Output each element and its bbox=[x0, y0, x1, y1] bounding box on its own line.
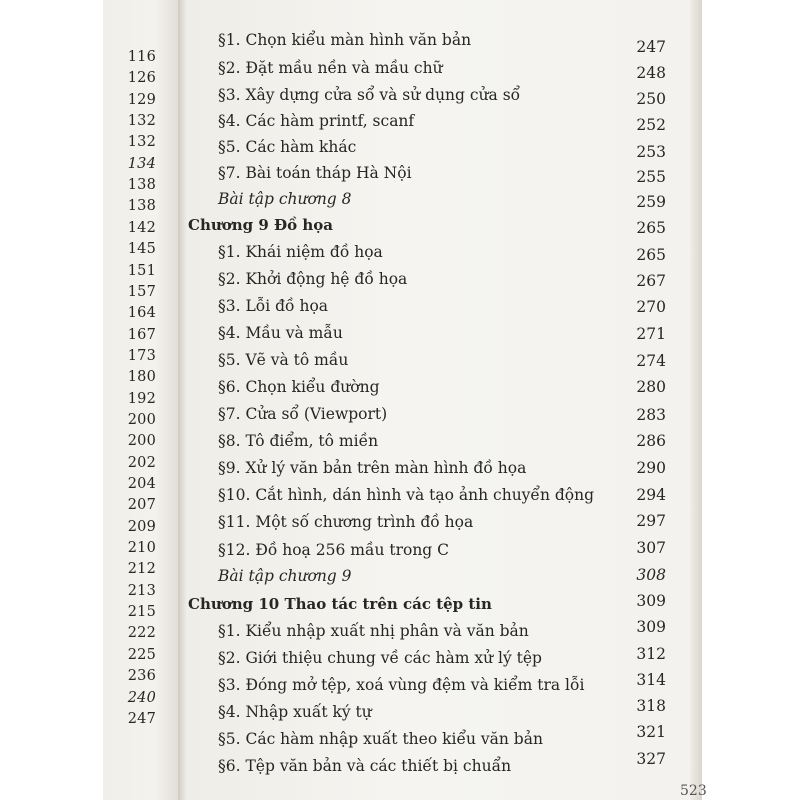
left-page-number: 225 bbox=[127, 646, 156, 663]
toc-entry-title: §11. Một số chương trình đồ họa bbox=[218, 513, 474, 531]
left-page-number: 213 bbox=[127, 582, 156, 599]
left-page-number: 126 bbox=[127, 70, 156, 87]
toc-entry-title: §1. Kiểu nhập xuất nhị phân và văn bản bbox=[218, 622, 529, 640]
left-page-number: 134 bbox=[127, 155, 156, 172]
left-page-number: 210 bbox=[127, 540, 156, 557]
toc-entry-page-number: 248 bbox=[636, 64, 666, 82]
toc-entry-page-number: 321 bbox=[636, 723, 666, 741]
toc-entry-page-number: 286 bbox=[636, 432, 666, 450]
toc-entry-page-number: 308 bbox=[636, 566, 666, 584]
toc-entry-title: Bài tập chương 9 bbox=[218, 567, 352, 585]
toc-entry-title: Bài tập chương 8 bbox=[218, 190, 352, 208]
left-page-number: 202 bbox=[127, 454, 156, 471]
left-page-number: 138 bbox=[127, 198, 156, 215]
toc-entry-page-number: 290 bbox=[636, 459, 666, 477]
left-page-number: 207 bbox=[127, 497, 156, 514]
left-page-number: 145 bbox=[127, 241, 156, 258]
left-page-number: 138 bbox=[127, 177, 156, 194]
toc-entry-title: §6. Tệp văn bản và các thiết bị chuẩn bbox=[218, 757, 512, 775]
left-page-number: 222 bbox=[127, 625, 156, 642]
toc-entry-page-number: 265 bbox=[636, 219, 666, 237]
toc-entry-page-number: 327 bbox=[636, 750, 666, 768]
left-page-number: 116 bbox=[127, 49, 156, 65]
toc-entry-page-number: 247 bbox=[636, 38, 666, 56]
toc-entry-page-number: 271 bbox=[636, 325, 666, 343]
toc-entry-title: §4. Các hàm printf, scanf bbox=[218, 112, 415, 130]
left-page-number: 204 bbox=[127, 476, 156, 492]
toc-entry-page-number: 314 bbox=[636, 671, 666, 689]
toc-entry-page-number: 312 bbox=[636, 645, 666, 663]
left-page-number: 180 bbox=[127, 369, 156, 386]
toc-entry-page-number: 267 bbox=[636, 272, 666, 290]
toc-entry-title: §12. Đồ hoạ 256 mầu trong C bbox=[218, 541, 450, 559]
toc-entry-title: §9. Xử lý văn bản trên màn hình đồ họa bbox=[218, 459, 527, 477]
left-page-number: 240 bbox=[127, 689, 156, 706]
left-page-number: 247 bbox=[127, 710, 156, 727]
toc-entry-title: §1. Khái niệm đồ họa bbox=[218, 243, 383, 261]
toc-entry-title: §10. Cắt hình, dán hình và tạo ảnh chuyển động bbox=[218, 486, 595, 504]
left-page-number: 236 bbox=[127, 668, 156, 685]
left-page-number: 132 bbox=[127, 113, 156, 130]
left-page-number: 132 bbox=[127, 134, 156, 151]
left-page-number: 151 bbox=[127, 262, 156, 279]
toc-entry-title: §5. Các hàm khác bbox=[218, 138, 357, 156]
toc-entry-title: §3. Đóng mở tệp, xoá vùng đệm và kiểm tra lỗi bbox=[218, 676, 585, 694]
toc-entry-page-number: 253 bbox=[636, 143, 666, 161]
toc-entry-page-number: 309 bbox=[636, 618, 666, 636]
toc-entry-page-number: 252 bbox=[636, 116, 666, 134]
toc-entry-title: Chương 10 Thao tác trên các tệp tin bbox=[188, 595, 492, 613]
book-gutter bbox=[178, 0, 188, 800]
toc-entry-title: §7. Cửa sổ (Viewport) bbox=[218, 405, 388, 423]
footer-page-number: 523 bbox=[680, 783, 707, 799]
left-page-number: 192 bbox=[127, 390, 156, 407]
toc-entry-page-number: 294 bbox=[636, 486, 666, 504]
left-page-number: 173 bbox=[127, 347, 156, 364]
toc-entry-title: §4. Nhập xuất ký tự bbox=[218, 703, 372, 721]
toc-entry-page-number: 318 bbox=[636, 697, 666, 715]
toc-entry-title: §5. Các hàm nhập xuất theo kiểu văn bản bbox=[218, 730, 543, 748]
toc-entry-title: §6. Chọn kiểu đường bbox=[218, 378, 380, 396]
left-page-number: 129 bbox=[127, 91, 156, 108]
toc-entry-page-number: 259 bbox=[636, 193, 666, 211]
toc-entry-title: §3. Xây dựng cửa sổ và sử dụng cửa sổ bbox=[218, 86, 521, 104]
page-edge bbox=[690, 0, 702, 800]
left-page-number: 167 bbox=[127, 326, 156, 343]
toc-entry-page-number: 255 bbox=[636, 168, 666, 186]
left-page-number: 200 bbox=[127, 433, 156, 450]
toc-entry-title: §2. Đặt mầu nền và mầu chữ bbox=[218, 59, 443, 77]
toc-entry-page-number: 250 bbox=[636, 90, 666, 108]
toc-entry-title: Chương 9 Đồ họa bbox=[188, 216, 333, 234]
toc-entry-page-number: 280 bbox=[636, 378, 666, 396]
toc-entry-page-number: 274 bbox=[636, 352, 666, 370]
toc-entry-title: §7. Bài toán tháp Hà Nội bbox=[218, 164, 412, 182]
toc-entry-page-number: 283 bbox=[636, 406, 666, 424]
toc-entry-page-number: 309 bbox=[636, 592, 666, 610]
toc-entry-title: §1. Chọn kiểu màn hình văn bản bbox=[218, 31, 472, 49]
left-page-number: 142 bbox=[127, 219, 156, 236]
toc-entry-title: §2. Khởi động hệ đồ họa bbox=[218, 270, 408, 288]
toc-entry-title: §8. Tô điểm, tô miền bbox=[218, 432, 379, 450]
toc-entry-title: §4. Mầu và mẫu bbox=[218, 324, 343, 342]
left-page-number: 215 bbox=[127, 604, 156, 621]
left-page-number: 209 bbox=[127, 518, 156, 535]
toc-entry-page-number: 265 bbox=[636, 246, 666, 264]
left-page-number: 212 bbox=[127, 561, 156, 578]
left-page-number: 164 bbox=[127, 305, 156, 322]
left-page-number: 157 bbox=[127, 283, 156, 300]
toc-entry-title: §2. Giới thiệu chung về các hàm xử lý tệp bbox=[218, 649, 542, 667]
toc-entry-page-number: 297 bbox=[636, 512, 666, 530]
toc-entry-page-number: 270 bbox=[636, 298, 666, 316]
left-page-number: 200 bbox=[127, 411, 156, 428]
left-page bbox=[103, 0, 178, 800]
toc-entry-title: §5. Vẽ và tô mầu bbox=[218, 351, 349, 369]
toc-entry-page-number: 307 bbox=[636, 539, 666, 557]
toc-entry-title: §3. Lỗi đồ họa bbox=[218, 297, 329, 315]
right-page bbox=[188, 0, 700, 800]
